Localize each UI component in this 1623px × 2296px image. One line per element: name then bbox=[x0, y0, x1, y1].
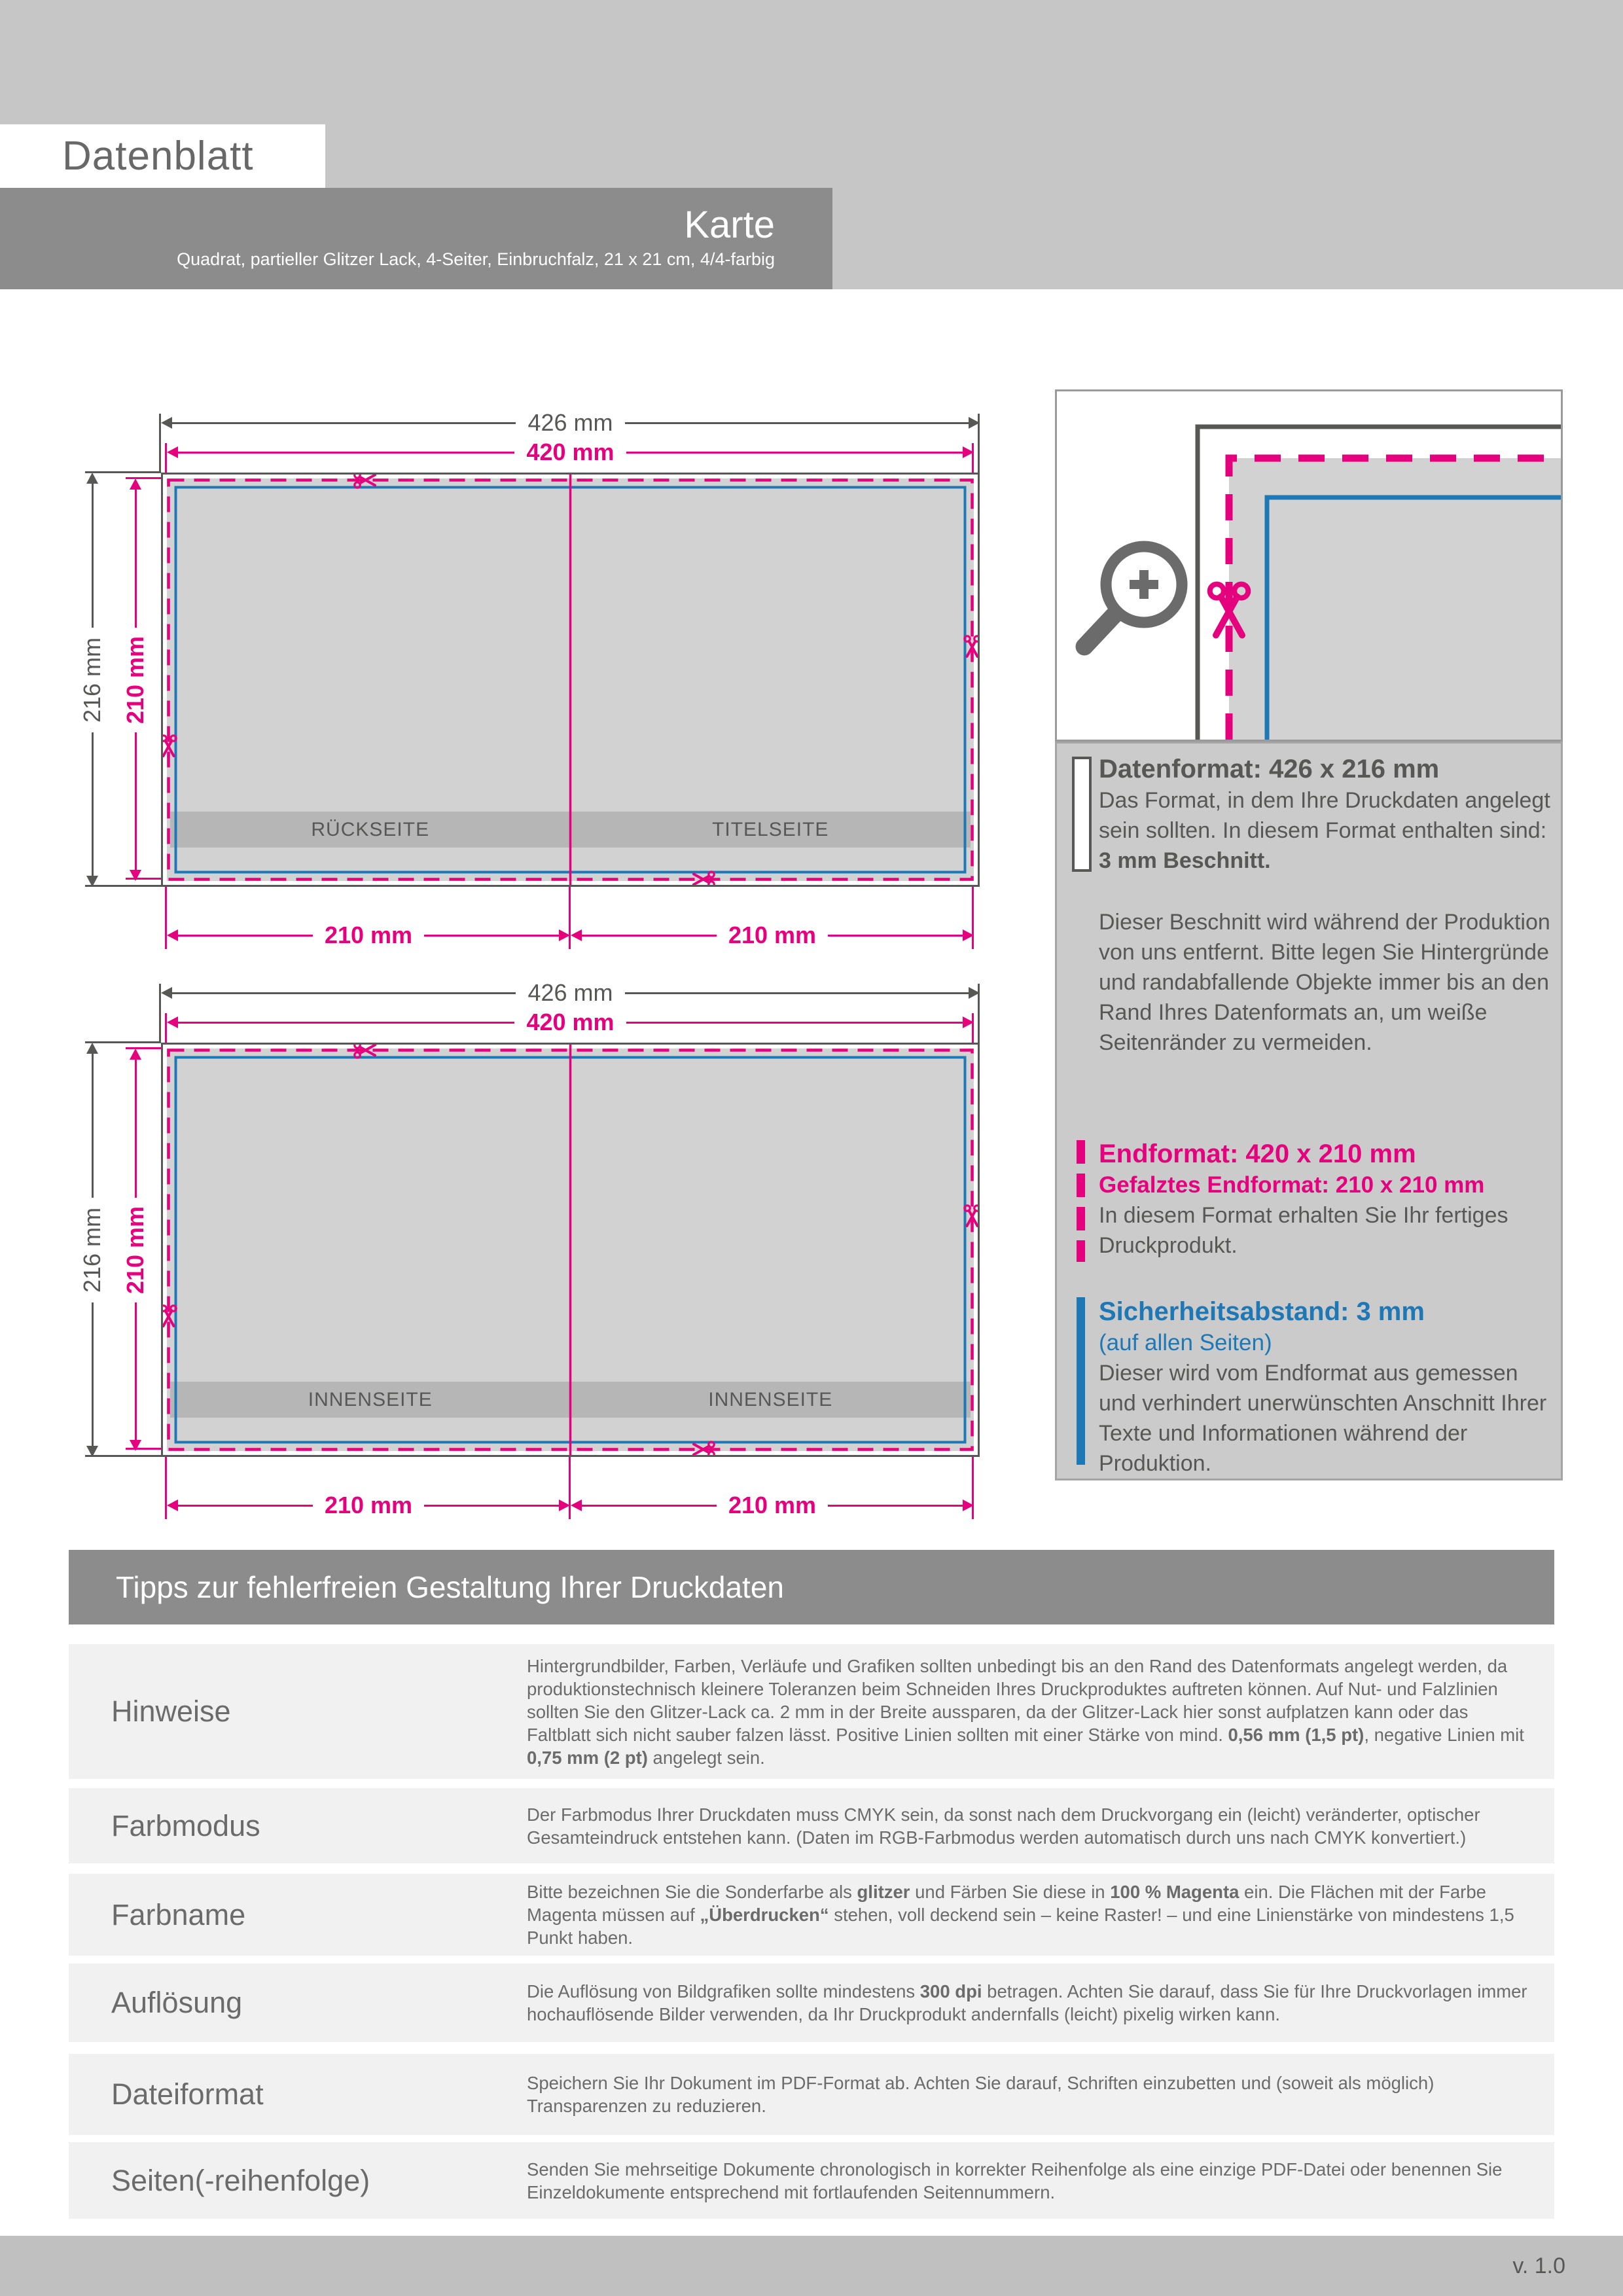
legend-dataformat bbox=[1099, 753, 1552, 876]
dim-label: 210 mm bbox=[728, 1492, 817, 1518]
extension-line bbox=[126, 477, 166, 479]
dim-label: 426 mm bbox=[527, 979, 613, 1006]
extension-line bbox=[978, 984, 980, 1043]
tip-label: Farbmodus bbox=[111, 1808, 260, 1842]
endformat-title: Endformat: 420 x 210 mm bbox=[1099, 1139, 1416, 1168]
tip-row-farbmodus bbox=[69, 1788, 1554, 1863]
tip-label: Auflösung bbox=[111, 1986, 243, 2019]
legend-panel bbox=[1055, 742, 1563, 1480]
tip-label: Dateiformat bbox=[111, 2077, 264, 2111]
dim-label: 420 mm bbox=[526, 1009, 615, 1035]
dim-final-height bbox=[122, 1049, 149, 1451]
tip-label: Seiten(-reihenfolge) bbox=[111, 2163, 370, 2197]
extension-line bbox=[126, 878, 166, 880]
dim-total-width bbox=[161, 409, 980, 436]
dim-label: 216 mm bbox=[79, 637, 106, 723]
dim-label: 210 mm bbox=[324, 922, 413, 948]
tip-row-hinweise bbox=[69, 1644, 1554, 1779]
dataformat-title: Datenformat: 426 x 216 mm bbox=[1099, 755, 1440, 783]
tip-row-seitenreihenfolge bbox=[69, 2142, 1554, 2219]
tip-row-aufloesung bbox=[69, 1964, 1554, 2042]
footer-bar bbox=[0, 2236, 1623, 2296]
safety-body: Dieser wird vom Endformat aus gemessen und verhindert unerwünschten Anschnitt Ihrer Texte und Informationen während der Produktion. bbox=[1099, 1361, 1547, 1476]
diagram-inside bbox=[0, 979, 1021, 1518]
safety-title: Sicherheitsabstand: 3 mm bbox=[1099, 1297, 1425, 1326]
extension-line bbox=[85, 471, 161, 473]
tip-text: Hintergrundbilder, Farben, Verläufe und Grafiken sollten unbedingt bis an den Rand des Datenformats angelegt werden, da produktionstechnisch kleinere Toleranzen beim Schneiden Ihres Druckproduktes auftreten können. Auf Nut- und Falzlinien sollten Sie den Glitzer-Lack ca. 2 mm in der Breite aussparen, da der Glitzer-Lack hier sonst aufplatzen kann oder das Faltblatt sich nicht sauber falzen lässt. Positive Linien sollten mit einer Stärke von mind. 0,56 mm (1,5 pt), negative Linien mit 0,75 mm (2 pt) angelegt sein. bbox=[527, 1655, 1524, 1768]
safety-subtitle: (auf allen Seiten) bbox=[1099, 1330, 1272, 1355]
sheet-inside bbox=[161, 1043, 980, 1457]
tip-text: Die Auflösung von Bildgrafiken sollte mindestens 300 dpi betragen. Achten Sie darauf, dass Sie für Ihre Druckvorlagen immer hochauflösende Bilder verwenden, da Ihr Druckprodukt andernfalls (leicht) pixelig wirken kann. bbox=[527, 1981, 1527, 2024]
page-label-left: INNENSEITE bbox=[308, 1388, 433, 1410]
dim-final-height bbox=[122, 478, 149, 881]
legend-safety bbox=[1099, 1295, 1552, 1479]
dim-label: 210 mm bbox=[728, 922, 817, 948]
legend-bleed-note bbox=[1099, 907, 1552, 1058]
corner-detail-illustration bbox=[1057, 391, 1561, 740]
endformat-marker bbox=[1077, 1140, 1085, 1262]
dim-total-height bbox=[79, 1043, 106, 1457]
dataformat-marker bbox=[1072, 757, 1092, 872]
version-label: v. 1.0 bbox=[1512, 2253, 1565, 2278]
product-subtitle: Quadrat, partieller Glitzer Lack, 4-Seiter, Einbruchfalz, 21 x 21 cm, 4/4-farbig bbox=[177, 249, 775, 269]
page-label-right: TITELSEITE bbox=[712, 818, 829, 840]
safety-marker bbox=[1077, 1297, 1085, 1465]
dim-total-height bbox=[79, 473, 106, 887]
extension-line bbox=[126, 1047, 166, 1049]
dataformat-body: Das Format, in dem Ihre Druckdaten angelegt sein sollten. In diesem Format enthalten sind: 3 mm Beschnitt. bbox=[1099, 788, 1550, 873]
legend-endformat bbox=[1099, 1138, 1552, 1261]
dim-label: 210 mm bbox=[324, 1492, 413, 1518]
diagram-outside bbox=[0, 409, 1021, 948]
dim-label: 426 mm bbox=[527, 409, 613, 436]
tip-text: Speichern Sie Ihr Dokument im PDF-Format ab. Achten Sie darauf, Schriften einzubetten und (soweit als möglich) Transparenzen zu reduzieren. bbox=[527, 2073, 1435, 2116]
endformat-subtitle: Gefalztes Endformat: 210 x 210 mm bbox=[1099, 1172, 1485, 1198]
tip-row-dateiformat bbox=[69, 2054, 1554, 2135]
dim-panel-right bbox=[571, 1492, 974, 1518]
dim-final-width bbox=[167, 439, 974, 465]
page-label-right: INNENSEITE bbox=[708, 1388, 833, 1410]
doc-label-box bbox=[0, 124, 325, 188]
extension-line bbox=[159, 984, 161, 1043]
extension-line bbox=[85, 1041, 161, 1043]
dim-panel-left bbox=[167, 922, 570, 948]
extension-line bbox=[978, 414, 980, 473]
sheet-overlay bbox=[163, 475, 978, 885]
dim-panel-right bbox=[571, 922, 974, 948]
bleed-fill bbox=[1229, 458, 1561, 740]
extension-line bbox=[126, 1448, 166, 1450]
dim-label: 210 mm bbox=[122, 636, 149, 724]
dim-panel-left bbox=[167, 1492, 570, 1518]
tip-label: Hinweise bbox=[111, 1695, 231, 1728]
tip-text: Senden Sie mehrseitige Dokumente chronologisch in korrekter Reihenfolge als eine einzige PDF-Datei oder benennen Sie Einzeldokumente entsprechend mit fortlaufenden Seitennummern. bbox=[527, 2159, 1503, 2202]
product-title: Karte bbox=[684, 203, 775, 246]
zoom-plus-icon bbox=[1084, 547, 1182, 647]
doc-label: Datenblatt bbox=[62, 134, 254, 179]
arrowhead bbox=[161, 417, 172, 429]
dim-label: 210 mm bbox=[122, 1206, 149, 1294]
bleed-note-text: Dieser Beschnitt wird während der Produktion von uns entfernt. Bitte legen Sie Hintergründe und randabfallende Objekte immer bis an den Rand Ihres Datenformats an, um weiße Seitenränder zu vermeiden. bbox=[1099, 910, 1550, 1055]
extension-line bbox=[85, 885, 161, 887]
dim-label: 420 mm bbox=[526, 439, 615, 465]
sheet-overlay bbox=[163, 1045, 978, 1455]
tip-text: Bitte bezeichnen Sie die Sonderfarbe als glitzer und Färben Sie diese in 100 % Magenta ein. Die Flächen mit der Farbe Magenta müssen auf „Überdrucken“ stehen, voll deckend sein – keine Raster! – und eine Linienstärke von mindestens 1,5 Punkt haben. bbox=[527, 1882, 1514, 1948]
tips-section-title: Tipps zur fehlerfreien Gestaltung Ihrer Druckdaten bbox=[116, 1570, 785, 1604]
sheet-outside bbox=[161, 473, 980, 887]
endformat-body: In diesem Format erhalten Sie Ihr fertiges Druckprodukt. bbox=[1099, 1203, 1508, 1258]
extension-line bbox=[85, 1455, 161, 1457]
dim-final-width bbox=[167, 1009, 974, 1035]
corner-detail-box bbox=[1055, 389, 1563, 742]
tips-section-bar bbox=[69, 1550, 1554, 1624]
tip-label: Farbname bbox=[111, 1897, 246, 1931]
extension-line bbox=[159, 414, 161, 473]
page-label-left: RÜCKSEITE bbox=[311, 818, 430, 840]
tip-text: Der Farbmodus Ihrer Druckdaten muss CMYK sein, da sonst nach dem Druckvorgang ein (leicht) veränderter, optischer Gesamteindruck entstehen kann. (Daten im RGB-Farbmodus werden automatisch durch uns nach CMYK konvertiert.) bbox=[527, 1804, 1480, 1848]
dim-total-width bbox=[161, 979, 980, 1006]
product-title-bar bbox=[0, 188, 832, 289]
dim-label: 216 mm bbox=[79, 1207, 106, 1293]
tip-row-farbname bbox=[69, 1874, 1554, 1956]
